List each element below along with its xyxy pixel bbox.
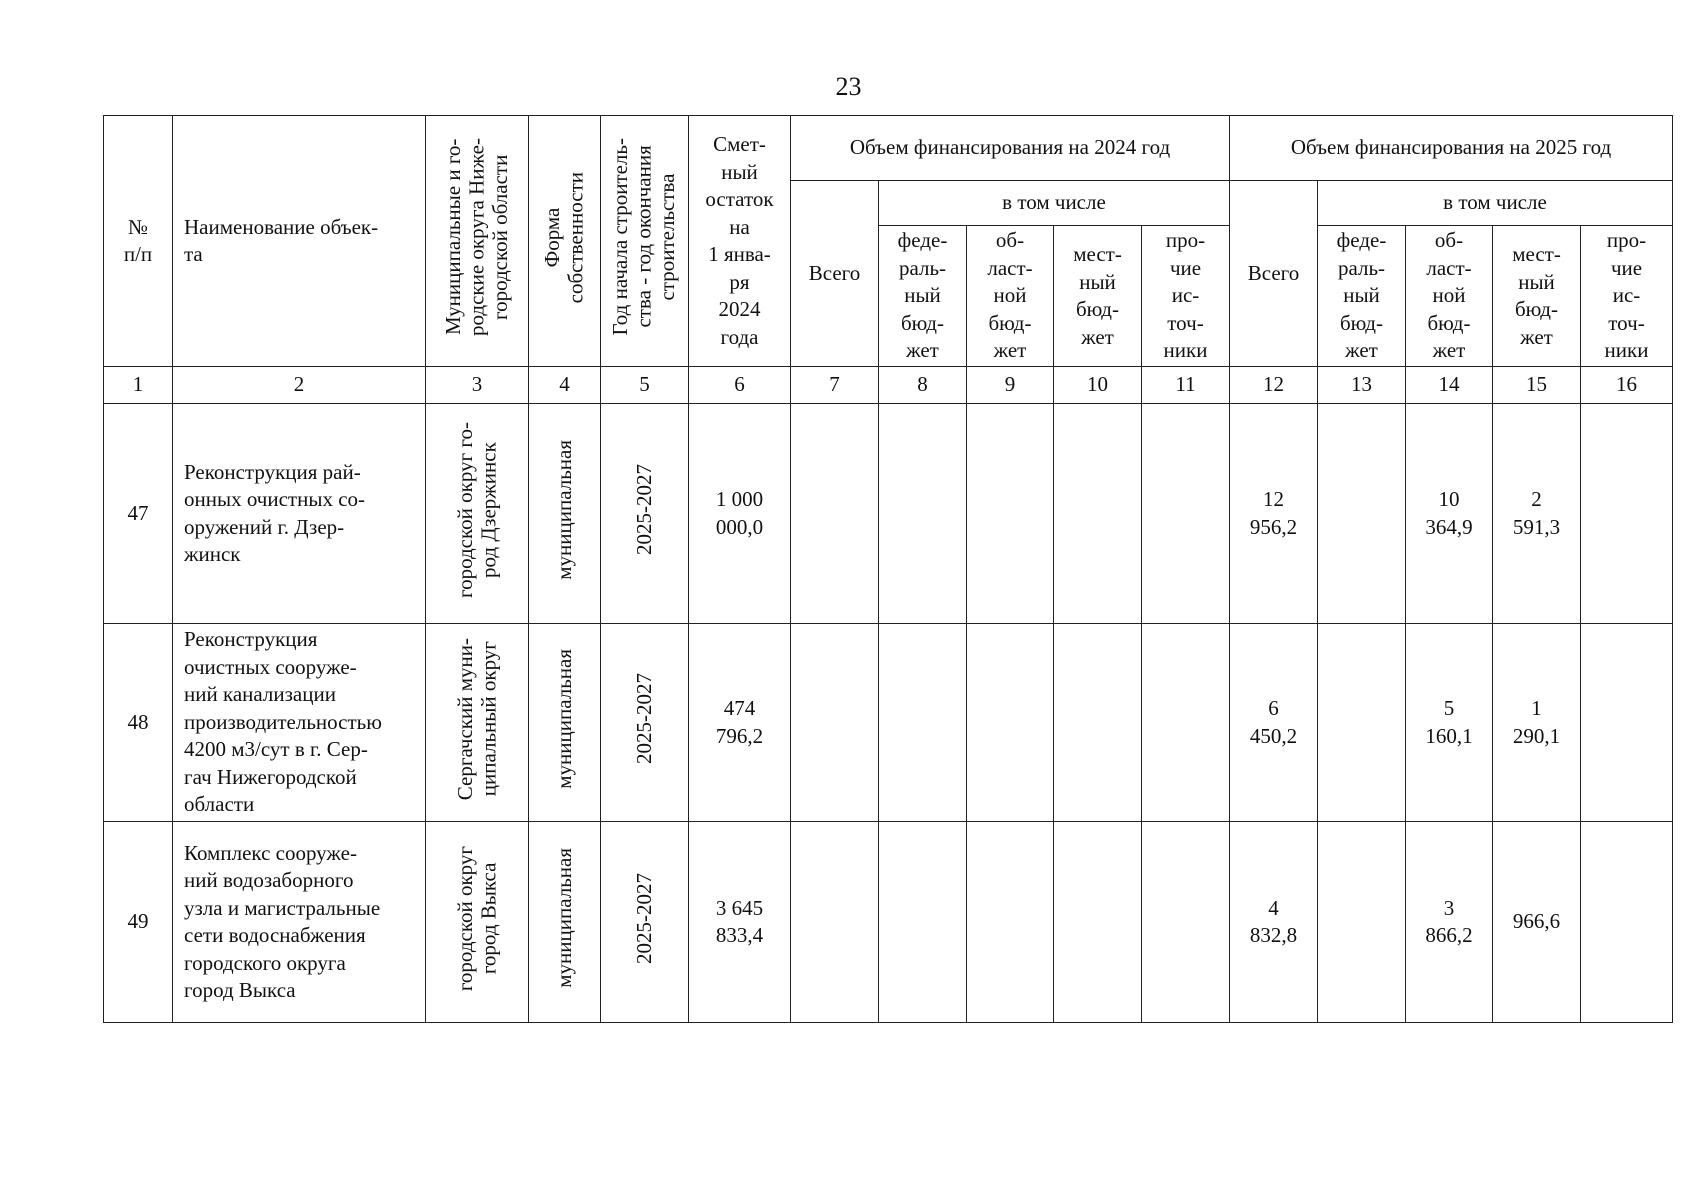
- financing-table: [103, 115, 1673, 1023]
- column-number: 16: [1581, 367, 1673, 404]
- column-number: 2: [173, 367, 426, 404]
- header-other-2024: про- чие ис- точ- ники: [1142, 226, 1230, 367]
- row-years: 2025-2027: [601, 822, 689, 1023]
- row-local-2025: 966,6: [1493, 822, 1581, 1023]
- row-total-2025: 6 450,2: [1230, 624, 1318, 822]
- row-total-2024: [791, 624, 879, 822]
- row-total-2024: [791, 404, 879, 624]
- row-federal-2024: [879, 404, 967, 624]
- column-number: 7: [791, 367, 879, 404]
- row-balance: 1 000 000,0: [689, 404, 791, 624]
- header-balance: Смет- ный остаток на 1 янва- ря 2024 года: [689, 116, 791, 367]
- row-federal-2025: [1318, 822, 1406, 1023]
- row-local-2025: 1 290,1: [1493, 624, 1581, 822]
- column-number: 5: [601, 367, 689, 404]
- row-local-2024: [1054, 822, 1142, 1023]
- row-federal-2025: [1318, 624, 1406, 822]
- row-years: 2025-2027: [601, 404, 689, 624]
- row-other-2025: [1581, 404, 1673, 624]
- column-number-row: [104, 367, 1673, 404]
- column-number: 9: [967, 367, 1054, 404]
- header-including-2024: в том числе: [879, 181, 1230, 226]
- row-name: Комплекс сооруже- ний водозаборного узла и магистральные сети водоснабжения городского округа город Выкса: [173, 822, 426, 1023]
- row-other-2024: [1142, 822, 1230, 1023]
- table-row: [104, 404, 1673, 624]
- table-row: [104, 822, 1673, 1023]
- column-number: 15: [1493, 367, 1581, 404]
- row-other-2025: [1581, 624, 1673, 822]
- row-num: 48: [104, 624, 173, 822]
- row-years: 2025-2027: [601, 624, 689, 822]
- header-local-2024: мест- ный бюд- жет: [1054, 226, 1142, 367]
- row-regional-2024: [967, 404, 1054, 624]
- row-federal-2024: [879, 624, 967, 822]
- header-regional-2024: об- ласт- ной бюд- жет: [967, 226, 1054, 367]
- header-federal-2025: феде- раль- ный бюд- жет: [1318, 226, 1406, 367]
- header-including-2025: в том числе: [1318, 181, 1673, 226]
- row-name: Реконструкция очистных сооруже- ний канализации производительностью 4200 м3/сут в г. Сер- гач Нижегородской области: [173, 624, 426, 822]
- header-years: Год начала строитель- ства - год окончания строительства: [601, 116, 689, 367]
- row-municipality: Сергачский муни- ципальный округ: [426, 624, 529, 822]
- column-number: 13: [1318, 367, 1406, 404]
- column-number: 4: [529, 367, 601, 404]
- row-regional-2024: [967, 822, 1054, 1023]
- page-number: 23: [835, 72, 862, 101]
- column-number: 1: [104, 367, 173, 404]
- row-other-2024: [1142, 404, 1230, 624]
- row-municipality: городской округ город Выкса: [426, 822, 529, 1023]
- header-fin-2025: Объем финансирования на 2025 год: [1230, 116, 1673, 181]
- row-local-2024: [1054, 624, 1142, 822]
- header-num: № п/п: [104, 116, 173, 367]
- column-number: 14: [1406, 367, 1493, 404]
- row-regional-2025: 5 160,1: [1406, 624, 1493, 822]
- row-total-2025: 12 956,2: [1230, 404, 1318, 624]
- row-balance: 474 796,2: [689, 624, 791, 822]
- row-local-2024: [1054, 404, 1142, 624]
- header-name: Наименование объек- та: [173, 116, 426, 367]
- column-number: 8: [879, 367, 967, 404]
- row-other-2024: [1142, 624, 1230, 822]
- row-balance: 3 645 833,4: [689, 822, 791, 1023]
- column-number: 12: [1230, 367, 1318, 404]
- row-regional-2025: 10 364,9: [1406, 404, 1493, 624]
- row-total-2025: 4 832,8: [1230, 822, 1318, 1023]
- header-row: [104, 116, 1673, 181]
- column-number: 11: [1142, 367, 1230, 404]
- column-number: 10: [1054, 367, 1142, 404]
- header-total-2025: Всего: [1230, 181, 1318, 367]
- header-regional-2025: об- ласт- ной бюд- жет: [1406, 226, 1493, 367]
- header-ownership: Форма собственности: [529, 116, 601, 367]
- header-fin-2024: Объем финансирования на 2024 год: [791, 116, 1230, 181]
- row-federal-2025: [1318, 404, 1406, 624]
- header-local-2025: мест- ный бюд- жет: [1493, 226, 1581, 367]
- header-municipality: Муниципальные и го- родские округа Ниже- городской области: [426, 116, 529, 367]
- row-municipality: городской округ го- род Дзержинск: [426, 404, 529, 624]
- row-regional-2025: 3 866,2: [1406, 822, 1493, 1023]
- header-total-2024: Всего: [791, 181, 879, 367]
- row-local-2025: 2 591,3: [1493, 404, 1581, 624]
- row-regional-2024: [967, 624, 1054, 822]
- row-total-2024: [791, 822, 879, 1023]
- table-row: [104, 624, 1673, 822]
- row-num: 49: [104, 822, 173, 1023]
- row-federal-2024: [879, 822, 967, 1023]
- column-number: 6: [689, 367, 791, 404]
- column-number: 3: [426, 367, 529, 404]
- row-ownership: муниципальная: [529, 404, 601, 624]
- row-ownership: муниципальная: [529, 624, 601, 822]
- row-ownership: муниципальная: [529, 822, 601, 1023]
- row-other-2025: [1581, 822, 1673, 1023]
- row-num: 47: [104, 404, 173, 624]
- header-federal-2024: феде- раль- ный бюд- жет: [879, 226, 967, 367]
- header-other-2025: про- чие ис- точ- ники: [1581, 226, 1673, 367]
- row-name: Реконструкция рай- онных очистных со- оружений г. Дзер- жинск: [173, 404, 426, 624]
